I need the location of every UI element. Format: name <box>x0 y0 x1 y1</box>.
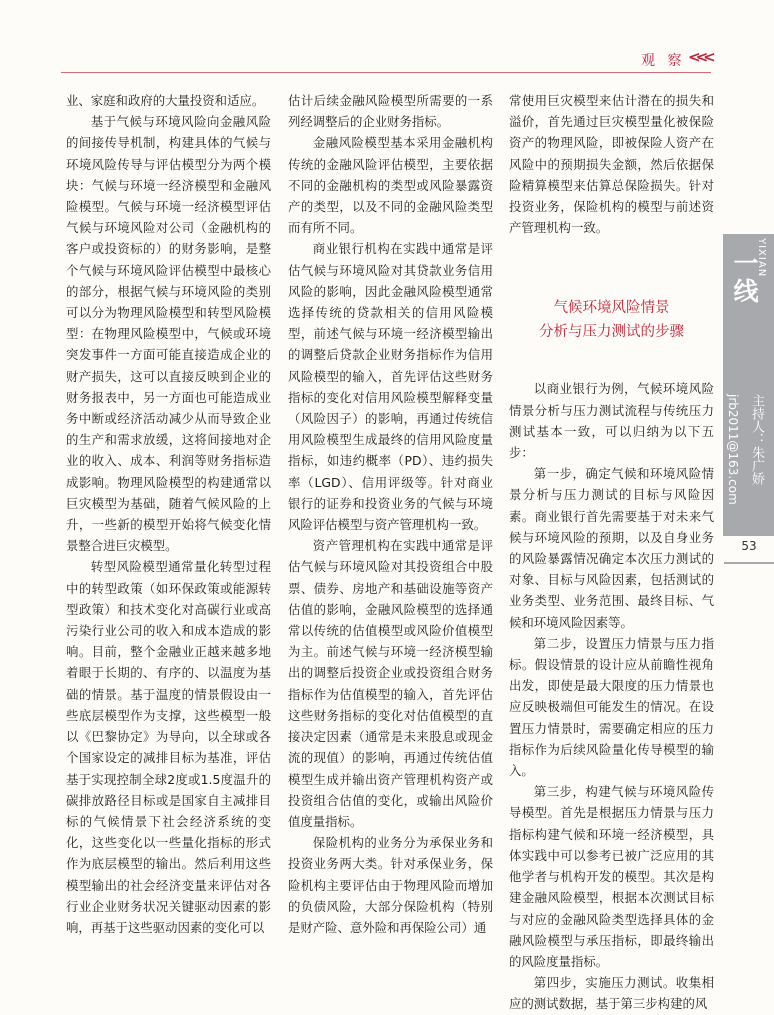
subheading-line: 分析与压力测试的步骤 <box>539 324 684 341</box>
paragraph: 第四步，实施压力测试。收集相应的测试数据，基于第三步构建的风 <box>509 975 714 1012</box>
tab-host: 主持人：朱广娇 <box>749 394 764 485</box>
paragraph: 常使用巨灾模型来估计潜在的损失和溢价，首先通过巨灾模型量化被保险资产的物理风险，即被保险人资产在风险中的预期损失金额，然后依据保险精算模型来估算总保险损失。针对投资业务，保险机构的模型与前述资产管理机构一致。 <box>509 93 714 236</box>
article-column-1 <box>66 90 271 970</box>
subheading-line: 气候环境风险情景 <box>553 300 670 317</box>
header-rule <box>61 72 711 73</box>
article-column-3 <box>509 90 714 1012</box>
paragraph: 基于气候与环境风险向金融风险的间接传导机制，构建具体的气候与环境风险传导与评估模型分为两个模块：气候与环境一经济模型和金融风险模型。气候与环境一经济模型评估气候与环境风险对公司（金融机构的客户或投资标的）的财务影响，是整个气候与环境风险评估模型中最核心的部分，根据气候与环境风险的类别可以分为物理风险模型和转型风险模型：在物理风险模型中，气候或环境突发事件一方面可能直接造成企业的财产损失，这可以直接反映到企业的财务报表中，另一方面也可能造成业务中断或经济活动减少从而导致企业的生产和需求放缓，这将间接地对企业的收入、成本、利润等财务指标造成影响。物理风险模型的构建通常以巨灾模型为基础，随着气候风险的上升，一些新的模型开始将气候变化情景整合进巨灾模型。 <box>66 114 271 554</box>
paragraph: 第二步，设置压力情景与压力指标。假设情景的设计应从前瞻性视角出发，即使是最大限度的压力情景也应反映极端但可能发生的情况。在设置压力情景时，需要确定相应的压力指标作为后续风险量化传导模型的输入。 <box>509 635 714 779</box>
tab-title: 一线 <box>730 250 759 306</box>
paragraph: 转型风险模型通常量化转型过程中的转型政策（如环保政策或能源转型政策）和技术变化对高碳行业或高污染行业公司的收入和成本造成的影响。目前，整个金融业正越来越多地着眼于长期的、有序的、以温度为基础的情景。基于温度的情景假设由一些底层模型作为支撑，这些模型一般以《巴黎协定》为导向，以全球或各个国家设定的减排目标为基准，评估基于实现控制全球2度或1.5度温升的碳排放路径目标或是国家自主减排目标的气候情景下社会经济系统的变化，这些变化以一些量化指标的形式作为底层模型的输出。然后利用这些模型输出的社会经济变量来评估对各行业企业财务状况关键驱动因素的影响，再基于这些驱动因素的变化可以 <box>66 559 271 935</box>
page-number: 53 <box>741 539 757 553</box>
tab-pinyin: YIXIAN <box>756 238 767 278</box>
article-column-2 <box>288 90 493 970</box>
section-label: 观 察 <box>641 53 686 69</box>
paragraph: 第三步，构建气候与环境风险传导模型。首先是根据压力情景与压力指标构建气候和环境一经济模型，具体实践中可以参考已被广泛应用的其他学者与机构开发的模型。其次是构建金融风险模型，根据本次测试目标与对应的金融风险类型选择具体的金融风险模型与承压指标，即最终输出的风险度量指标。 <box>509 784 714 969</box>
paragraph: 资产管理机构在实践中通常是评估气候与环境风险对其投资组合中股票、债券、房地产和基础设施等资产估值的影响，金融风险模型的选择通常以传统的估值模型或风险价值模型为主。前述气候与环境一经济模型输出的调整后投资企业或投资组合财务指标作为估值模型的输入，首先评估这些财务指标的变化对估值模型的直接决定因素（通常是未来股息或现金流的现值）的影响，再通过传统估值模型生成并输出资产管理机构资产或投资组合估值的变化，或输出风险价值度量指标。 <box>288 538 493 829</box>
chevrons-icon: <<< <box>688 48 711 66</box>
paragraph: 以商业银行为例，气候环境风险情景分析与压力测试流程与传统压力测试基本一致，可以归纳为以下五步： <box>509 381 714 461</box>
paragraph: 金融风险模型基本采用金融机构传统的金融风险评估模型，主要依据不同的金融机构的类型或风险暴露资产的类型，以及不同的金融风险类型而有所不同。 <box>288 135 493 236</box>
paragraph: 商业银行机构在实践中通常是评估气候与环境风险对其贷款业务信用风险的影响，因此金融风险模型通常选择传统的贷款相关的信用风险模型，前述气候与环境一经济模型输出的调整后贷款企业财务指标作为信用风险模型的输入，首先评估这些财务指标的变化对信用风险模型解释变量（风险因子）的影响，再通过传统信用风险模型生成最终的信用风险度量指标，如违约概率（PD）、违约损失率（LGD）、信用评级等。针对商业银行的证券和投资业务的气候与环境风险评估模型与资产管理机构一致。 <box>288 241 493 533</box>
paragraph: 保险机构的业务分为承保业务和投资业务两大类。针对承保业务，保险机构主要评估由于物理风险而增加的负债风险，大部分保险机构（特别是财产险、意外险和再保险公司）通 <box>288 835 493 935</box>
tab-email: jrb2011@163.com <box>726 394 740 505</box>
paragraph: 估计后续金融风险模型所需要的一系列经调整后的企业财务指标。 <box>288 93 493 130</box>
paragraph: 第一步，确定气候和环境风险情景分析与压力测试的目标与风险因素。商业银行首先需要基于对未来气候与环境风险的预期，以及自身业务的风险暴露情况确定本次压力测试的对象、目标与风险因素，包括测试的业务类型、业务范围、最终目标、气候和环境风险因素等。 <box>509 466 714 630</box>
section-subheading <box>509 296 714 344</box>
paragraph: 业、家庭和政府的大量投资和适应。 <box>66 93 265 108</box>
page-number-rule <box>724 562 774 564</box>
